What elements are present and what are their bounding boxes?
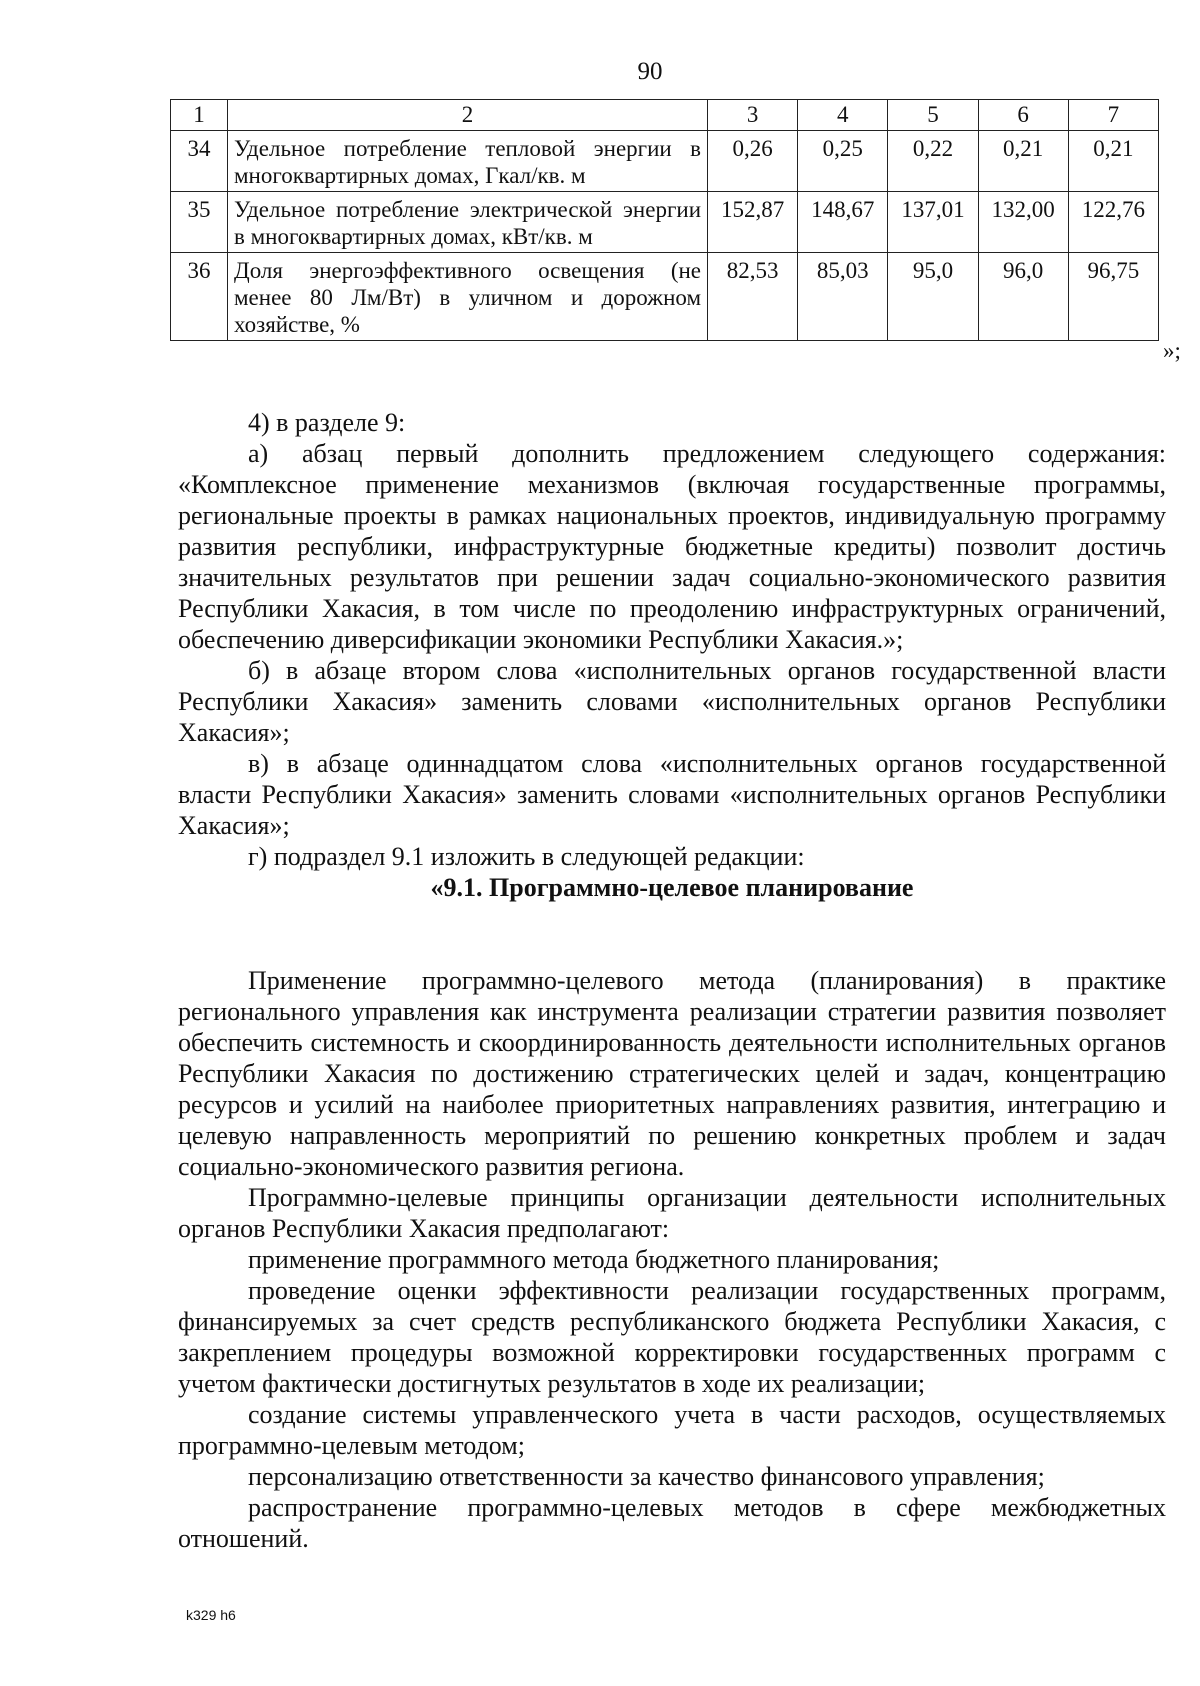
indicators-table — [170, 99, 1159, 341]
paragraph: Программно-целевые принципы организации деятельности исполнительных органов Республики Хакасия предполагают: — [178, 1183, 1166, 1243]
indicator-name: Удельное потребление тепловой энергии в многоквартирных домах, Гкал/кв. м — [228, 131, 708, 192]
indicator-name: Доля энергоэффективного освещения (не менее 80 Лм/Вт) в уличном и дорожном хозяйстве, % — [228, 253, 708, 341]
row-number: 35 — [171, 192, 228, 253]
paragraph: персонализацию ответственности за качество финансового управления; — [248, 1462, 1045, 1491]
paragraph: б) в абзаце втором слова «исполнительных органов государственной власти Республики Хакасия» заменить словами «исполнительных органов Республики Хакасия»; — [178, 656, 1166, 747]
paragraph: применение программного метода бюджетного планирования; — [248, 1245, 940, 1274]
page-number: 90 — [637, 58, 663, 85]
indicator-value: 122,76 — [1068, 192, 1158, 253]
row-number: 34 — [171, 131, 228, 192]
indicator-value: 82,53 — [708, 253, 798, 341]
paragraph: распространение программно-целевых методов в сфере межбюджетных отношений. — [178, 1493, 1166, 1553]
table-closing-quote: »; — [1163, 338, 1181, 363]
table-header-row — [171, 100, 1159, 131]
table-header-cell: 2 — [228, 100, 708, 131]
paragraph: а) абзац первый дополнить предложением следующего содержания: «Комплексное применение механизмов (включая государственные программы, региональные проекты в рамках национальных проектов, индивидуальную программу развития республики, инфраструктурные бюджетные кредиты) позволит достичь значительных результатов при решении задач социально-экономического развития Республики Хакасия, в том числе по преодолению инфраструктурных ограничений, обеспечению диверсификации экономики Республики Хакасия.»; — [178, 439, 1166, 654]
paragraph: г) подраздел 9.1 изложить в следующей редакции: — [248, 842, 805, 871]
indicator-name: Удельное потребление электрической энергии в многоквартирных домах, кВт/кв. м — [228, 192, 708, 253]
table-header-cell: 6 — [978, 100, 1068, 131]
indicator-value: 0,25 — [798, 131, 888, 192]
paragraph: 4) в разделе 9: — [248, 408, 406, 437]
table-header-cell: 5 — [888, 100, 978, 131]
indicator-value: 0,21 — [978, 131, 1068, 192]
table-row — [171, 253, 1159, 341]
row-number: 36 — [171, 253, 228, 341]
paragraph: Применение программно-целевого метода (планирования) в практике регионального управления как инструмента реализации стратегии развития позволяет обеспечить системность и скоординированность деятельности исполнительных органов Республики Хакасия по достижению стратегических целей и задач, концентрацию ресурсов и усилий на наиболее приоритетных направлениях развития, интеграцию и целевую направленность мероприятий по решению конкретных проблем и задач социально-экономического развития региона. — [178, 966, 1166, 1181]
table-row — [171, 192, 1159, 253]
table-header-cell: 7 — [1068, 100, 1158, 131]
indicator-value: 0,26 — [708, 131, 798, 192]
indicator-value: 0,22 — [888, 131, 978, 192]
table-header-cell: 4 — [798, 100, 888, 131]
indicator-value: 96,0 — [978, 253, 1068, 341]
indicator-value: 132,00 — [978, 192, 1068, 253]
indicator-value: 85,03 — [798, 253, 888, 341]
document-body — [178, 407, 1166, 1554]
indicator-value: 137,01 — [888, 192, 978, 253]
paragraph: проведение оценки эффективности реализации государственных программ, финансируемых за счет средств республиканского бюджета Республики Хакасия, с закреплением процедуры возможной корректировки государственных программ с учетом фактически достигнутых результатов в ходе их реализации; — [178, 1276, 1166, 1398]
indicator-value: 95,0 — [888, 253, 978, 341]
indicator-value: 152,87 — [708, 192, 798, 253]
indicator-value: 96,75 — [1068, 253, 1158, 341]
paragraph: создание системы управленческого учета в части расходов, осуществляемых программно-целевым методом; — [178, 1400, 1166, 1460]
section-heading: «9.1. Программно-целевое планирование — [430, 873, 914, 902]
table-header-cell: 1 — [171, 100, 228, 131]
indicator-value: 0,21 — [1068, 131, 1158, 192]
table-row — [171, 131, 1159, 192]
footer-code: k329 h6 — [186, 1607, 236, 1623]
paragraph: в) в абзаце одиннадцатом слова «исполнительных органов государственной власти Республики Хакасия» заменить словами «исполнительных органов Республики Хакасия»; — [178, 749, 1166, 840]
indicator-value: 148,67 — [798, 192, 888, 253]
table-header-cell: 3 — [708, 100, 798, 131]
